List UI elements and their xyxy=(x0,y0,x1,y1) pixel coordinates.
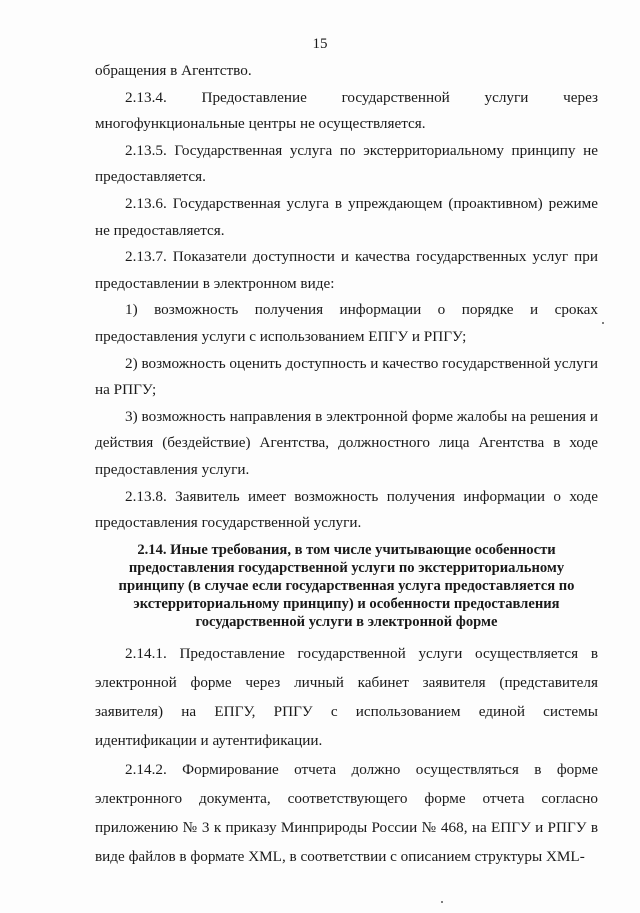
list-item-3: 3) возможность направления в электронной форме жалобы на решения и действия (бездействие) Агентства, должностного лица Агентства в ходе предоставления услуги. xyxy=(95,407,598,478)
section-heading-2-14: 2.14. Иные требования, в том числе учитывающие особенности предоставления государственной услуги по экстерриториальному принципу (в случае если государственная услуга предоставляется по экстерриториальному принципу) и особенности предоставления государственной услуги в электронной форме xyxy=(118,541,575,630)
paragraph-2-14-1: 2.14.1. Предоставление государственной услуги осуществляется в электронной форме через личный кабинет заявителя (представителя заявителя) на ЕПГУ, РПГУ с использованием единой системы идентификации и аутентификации. xyxy=(95,644,598,749)
list-item-2: 2) возможность оценить доступность и качество государственной услуги на РПГУ; xyxy=(95,354,598,399)
paragraph-2-13-4: 2.13.4. Предоставление государственной услуги через многофункциональные центры не осуществляется. xyxy=(95,88,598,133)
paragraph-2-13-7: 2.13.7. Показатели доступности и качества государственных услуг при предоставлении в электронном виде: xyxy=(95,248,598,292)
paragraph-2-13-8: 2.13.8. Заявитель имеет возможность получения информации о ходе предоставления государственной услуги. xyxy=(95,487,598,532)
paragraph-2-13-6: 2.13.6. Государственная услуга в упреждающем (проактивном) режиме не предоставляется. xyxy=(95,194,598,239)
paragraph-2-13-5: 2.13.5. Государственная услуга по экстерриториальному принципу не предоставляется. xyxy=(95,141,598,186)
paragraph-2-14-2: 2.14.2. Формирование отчета должно осуществляться в форме электронного документа, соответствующего форме отчета согласно приложению № 3 к приказу Минприроды России № 468, на ЕПГУ и РПГУ в виде файлов в формате XML, в соответствии с описанием структуры XML- xyxy=(95,760,598,865)
list-item-1: 1) возможность получения информации о порядке и сроках предоставления услуги с использованием ЕПГУ и РПГУ; xyxy=(95,301,598,345)
document-body xyxy=(95,58,598,871)
scan-speck xyxy=(602,322,604,324)
page-number: 15 xyxy=(312,36,328,52)
paragraph-continuation: обращения в Агентство. xyxy=(95,62,252,79)
scan-speck xyxy=(441,901,443,903)
